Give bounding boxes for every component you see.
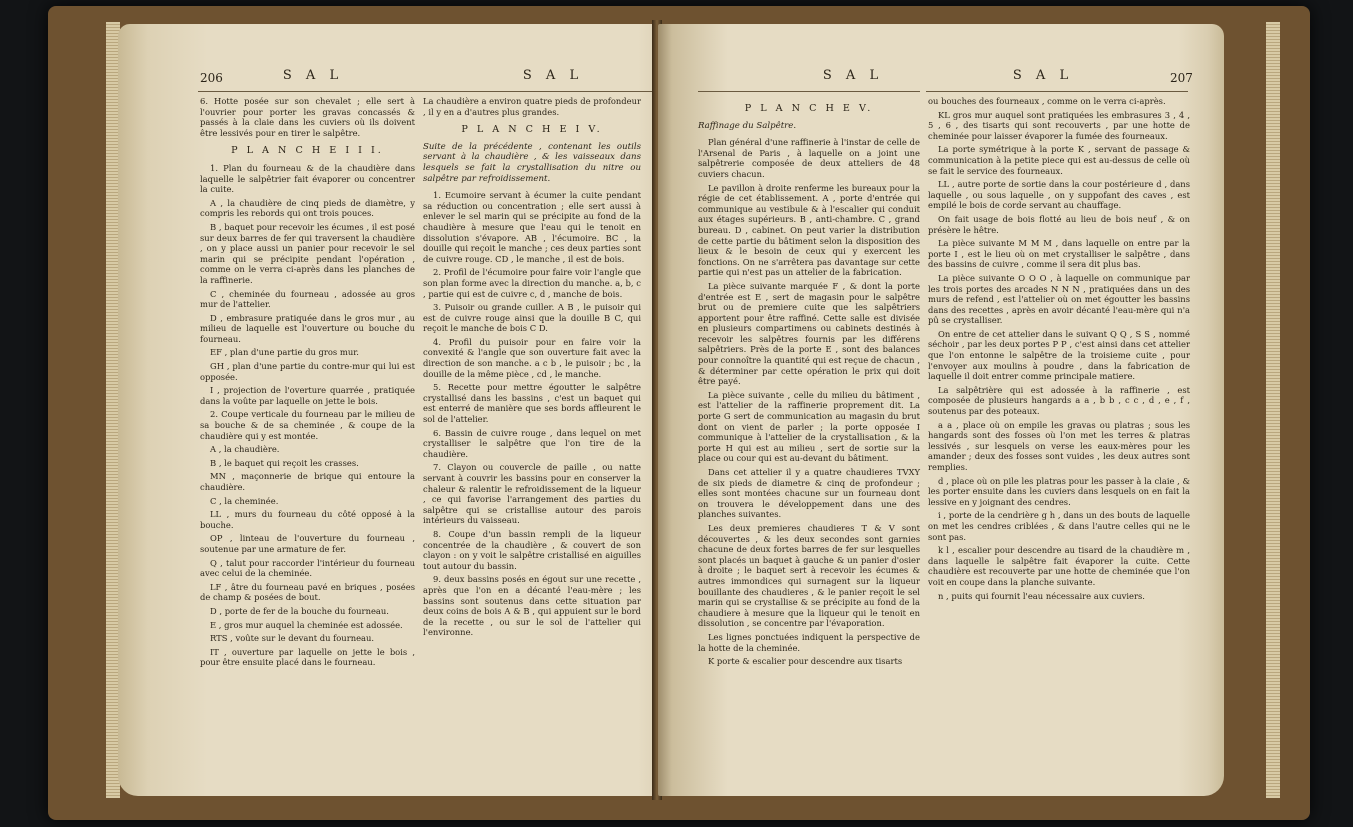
left-column-1 (200, 96, 415, 671)
plate-subtitle: Suite de la précédente , contenant les outils servant à la chaudière , & les vaisseaux dans lesquels se fait la crystallisation du nitre ou salpêtre par refroidissement. (423, 141, 641, 184)
list-item: OP , linteau de l'ouverture du fourneau , soutenue par une armature de fer. (200, 533, 415, 554)
plate-subtitle: Raffinage du Salpêtre. (698, 120, 797, 131)
paragraph: La porte symétrique à la porte K , servant de passage & communication à la petite piece qui est au-dessus de celle où se fait le service des fourneaux. (928, 144, 1190, 176)
paragraph: La pièce suivante , celle du milieu du bâtiment , est l'attelier de la raffinerie proprement dit. La porte G sert de communication au magasin du brut dont on vient de parler ; la porte opposée I communique à l'attelier de la crystallisation , & la porte H qui est au milieu , sert de sortie sur la place ou cour qui est au-devant du bâtiment. (698, 389, 920, 464)
list-item: B , le baquet qui reçoit les crasses. (210, 457, 359, 468)
paragraph: Dans cet attelier il y a quatre chaudieres TVXY de six pieds de diametre & cinq de profondeur ; elles sont montées chacune sur un fourneau dont on trouvera le développement dans une des planches suivantes. (698, 467, 920, 520)
header-rule (926, 91, 1188, 92)
page-number-left: 206 (200, 71, 223, 85)
paragraph: KL gros mur auquel sont pratiquées les embrasures 3 , 4 , 5 , 6 , des tisarts qui sont recouverts , par une hotte de cheminée pour laisser évaporer la fumée des fourneaux. (928, 109, 1190, 141)
paragraph: Les deux premieres chaudieres T & V sont découvertes , & les deux secondes sont garnies chacune de deux fortes barres de fer sur lesquelles sont placés un baquet à gauche & un panier d'osier à droite ; le baquet sert à recevoir les écumes & autres immondices qui surnagent sur la liqueur bouillante des chaudieres , & le panier reçoit le sel marin qui se crystallise & se précipite au fond de la chaudiere à mesure que la liqueur qui le tenoit en dissolution , se concentre par l'évaporation. (698, 522, 920, 629)
list-item: GH , plan d'une partie du contre-mur qui lui est opposée. (200, 361, 415, 382)
left-page (118, 24, 706, 796)
list-item: EF , plan d'une partie du gros mur. (210, 347, 359, 358)
paragraph: 6. Hotte posée sur son chevalet ; elle sert à l'ouvrier pour porter les gravas concassés & passés à la claie dans les cuviers où ils doivent être lessivés pour en tirer le salpêtre. (200, 96, 415, 138)
paragraph: On fait usage de bois flotté au lieu de bois neuf , & on présère le hêtre. (928, 213, 1190, 235)
paragraph: a a , place où on empile les gravas ou platras ; sous les hangards sont des fosses où l'on met les terres & platras lessivés , sur lesquels on verse les eaux-mères pour les amander ; deux des fosses sont vuides , les deux autres sont remplies. (928, 419, 1190, 472)
paragraph: Le pavillon à droite renferme les bureaux pour la régie de cet établissement. A , porte d'entrée qui communique au vestibule & à l'escalier qui conduit aux étages supérieurs. B , anti-chambre. C , grand bureau. D , cabinet. On peut varier la distribution de cette partie du bâtiment selon la disposition des lieux & le besoin de ceux qui y exercent les fonctions. On ne s'arrêtera pas davantage sur cette partie qui n'est pas un attelier de la fabrication. (698, 182, 920, 278)
list-item: B , baquet pour recevoir les écumes , il est posé sur deux barres de fer qui traversent la chaudière , on y place aussi un panier pour recevoir le sel marin qui se précipite pendant l'opération , comme on le verra ci-après dans les planches de la raffinerie. (200, 221, 415, 285)
header-rule (198, 91, 448, 92)
page-edges-right (1266, 22, 1280, 798)
right-column-2 (928, 96, 1190, 604)
right-page (658, 24, 1224, 796)
page-number-right: 207 (1170, 71, 1193, 85)
running-head-left-2: S A L (522, 68, 584, 83)
list-item: 1. Ecumoire servant à écumer la cuite pendant sa réduction ou concentration ; elle sert aussi à enlever le sel marin qui se précipite au fond de la chaudière à mesure que l'eau qui le tenoit en dissolution s'évapore. AB , l'écumoire. BC , la douille qui reçoit le manche ; ces deux parties sont de cuivre rouge. CD , le manche , il est de bois. (423, 190, 641, 264)
list-item: 8. Coupe d'un bassin rempli de la liqueur concentrée de la chaudière , & couvert de son clayon : on y voit le salpêtre cristallisé en aiguilles tout autour du bassin. (423, 528, 641, 571)
paragraph: i , porte de la cendrière g h , dans un des bouts de laquelle on met les cendres criblées , & dans l'autre celles qui ne le sont pas. (928, 510, 1190, 542)
list-item: 4. Profil du puisoir pour en faire voir la convexité & l'angle que son ouverture fait avec la direction de son manche. a c b , le puisoir ; bc , la douille de la même pièce , cd , le manche. (423, 336, 641, 379)
paragraph: LL , autre porte de sortie dans la cour postérieure d , dans laquelle , ou sous laquelle , on y suppofant des caves , est empilé le bois de corde servant au chauffage. (928, 179, 1190, 211)
list-item: 7. Clayon ou couvercle de paille , ou natte servant à couvrir les bassins pour en conserver la chaleur & ralentir le refroidissement de la liqueur , ce qui favorise l'arrangement des parties du salpêtre qui se cristallise autour des parois intérieurs du vaisseau. (423, 462, 641, 526)
list-item: E , gros mur auquel la cheminée est adossée. (210, 619, 403, 630)
paragraph: La chaudière a environ quatre pieds de profondeur , il y en a d'autres plus grandes. (423, 96, 641, 117)
paragraph: La pièce suivante M M M , dans laquelle on entre par la porte I , est le lieu où on met crystalliser le salpêtre , dans des bassins de cuivre , comme il sera dit plus bas. (928, 238, 1190, 270)
running-head-left: S A L (282, 68, 344, 83)
right-column-1 (698, 96, 920, 670)
list-item: A , la chaudière. (210, 444, 280, 455)
paragraph: La pièce suivante marquée F , & dont la porte d'entrée est E , sert de magasin pour le salpêtre brut ou de premiere cuite que les salpêtriers apportent pour être raffiné. Cette salle est divisée en plusieurs compartimens ou cabinets destinés à recevoir les salpêtres fournis par les différens salpêtriers. Près de la porte E , sont des balances pour connoître la quantité qui est reçue de chacun , & déterminer par cette opération le prix qui doit être payé. (698, 280, 920, 387)
list-item: C , cheminée du fourneau , adossée au gros mur de l'attelier. (200, 288, 415, 310)
list-item: I , projection de l'overture quarrée , pratiquée dans la voûte par laquelle on jette le bois. (200, 385, 415, 406)
paragraph: d , place où on pile les platras pour les passer à la claie , & les porter ensuite dans les cuviers dans lesquels on en fait la lessive en y joignant des cendres. (928, 475, 1190, 507)
list-item: LL , murs du fourneau du côté opposé à la bouche. (200, 509, 415, 530)
list-item: IT , ouverture par laquelle on jette le bois , pour être ensuite placé dans le fourneau. (200, 646, 415, 668)
list-item: 6. Bassin de cuivre rouge , dans lequel on met crystalliser le salpêtre que l'on tire de la chaudière. (423, 427, 641, 459)
paragraph: K porte & escalier pour descendre aux tisarts (708, 656, 903, 667)
header-rule (698, 91, 920, 92)
list-item: Q , talut pour raccorder l'intérieur du fourneau avec celui de la cheminée. (200, 557, 415, 579)
plate-heading: P L A N C H E I V. (461, 124, 603, 136)
list-item: D , embrasure pratiquée dans le gros mur , au milieu de laquelle est l'ouverture ou bouche du fourneau. (200, 312, 415, 344)
paragraph: La salpêtrière qui est adossée à la raffinerie , est composée de plusieurs hangards a a , b b , c c , d , e , f , soutenus par des poteaux. (928, 384, 1190, 417)
list-item: D , porte de fer de la bouche du fourneau. (210, 605, 389, 616)
plate-heading: P L A N C H E V. (744, 103, 874, 114)
list-item: 2. Coupe verticale du fourneau par le milieu de sa bouche & de sa cheminée , & coupe de la chaudière qui y est montée. (200, 409, 415, 441)
list-item: C , la cheminée. (210, 495, 279, 506)
list-item: 9. deux bassins posés en égout sur une recette , après que l'on en a décanté l'eau-mère ; les bassins sont soutenus dans cette situation par deux coins de bois A & B , qui appuient sur le bord de la recette , ou sur le sol de l'attelier qui l'environne. (423, 574, 641, 638)
running-head-right-2: S A L (1012, 68, 1074, 83)
list-item: RTS , voûte sur le devant du fourneau. (210, 633, 375, 644)
list-item: 3. Puisoir ou grande cuiller. A B , le puisoir qui est de cuivre rouge ainsi que la douille B C, qui reçoit le manche de bois C D. (423, 302, 641, 334)
list-item: 2. Profil de l'écumoire pour faire voir l'angle que son plan forme avec la direction du manche. a, b, c , partie qui est de cuivre c, d , manche de bois. (423, 267, 641, 299)
list-item: 5. Recette pour mettre égoutter le salpêtre crystallisé dans les bassins , c'est un baquet qui est enterré de manière que ses bords affleurent le sol de l'attelier. (423, 382, 641, 425)
paragraph: n , puits qui fournit l'eau nécessaire aux cuviers. (938, 590, 1145, 601)
paragraph: ou bouches des fourneaux , comme on le verra ci-après. (928, 96, 1166, 106)
paragraph: Les lignes ponctuées indiquent la perspective de la hotte de la cheminée. (698, 631, 920, 653)
list-item: MN , maçonnerie de brique qui entoure la chaudière. (200, 471, 415, 492)
left-column-2 (423, 96, 641, 641)
paragraph: k l , escalier pour descendre au tisard de la chaudière m , dans laquelle le salpêtre fait évaporer la cuite. Cette chaudière est recouverte par une hotte de cheminée que l'on voit en coupe dans la planche suivante. (928, 545, 1190, 587)
paragraph: Plan général d'une raffinerie à l'instar de celle de l'Arsenal de Paris , à laquelle on a joint une salpêtrerie composée de deux atteliers de 48 cuviers chacun. (698, 137, 920, 179)
paragraph: On entre de cet attelier dans le suivant Q Q , S S , nommé séchoir , par les deux portes P P , c'est ainsi dans cet attelier que l'on entonne le salpêtre de la troisieme cuite , pour l'envoyer aux moulins à poudre , dans la fabrication de laquelle il doit entrer comme principale matiere. (928, 328, 1190, 382)
plate-heading: P L A N C H E I I I. (231, 145, 384, 157)
list-item: 1. Plan du fourneau & de la chaudière dans laquelle le salpêtrier fait évaporer ou concentrer la cuite. (200, 162, 415, 195)
list-item: A , la chaudière de cinq pieds de diamètre, y compris les rebords qui ont trois pouces. (200, 197, 415, 219)
running-head-right: S A L (822, 68, 884, 83)
list-item: LF , âtre du fourneau pavé en briques , posées de champ & posées de bout. (200, 581, 415, 603)
header-rule (418, 91, 678, 92)
paragraph: La pièce suivante O O O , à laquelle on communique par les trois portes des arcades N N N , pratiquées dans un des murs de refend , est l'attelier où on met égoutter les bassins dans des recettes , après en avoir décanté l'eau-mère qui n'a pû se crystalliser. (928, 272, 1190, 326)
